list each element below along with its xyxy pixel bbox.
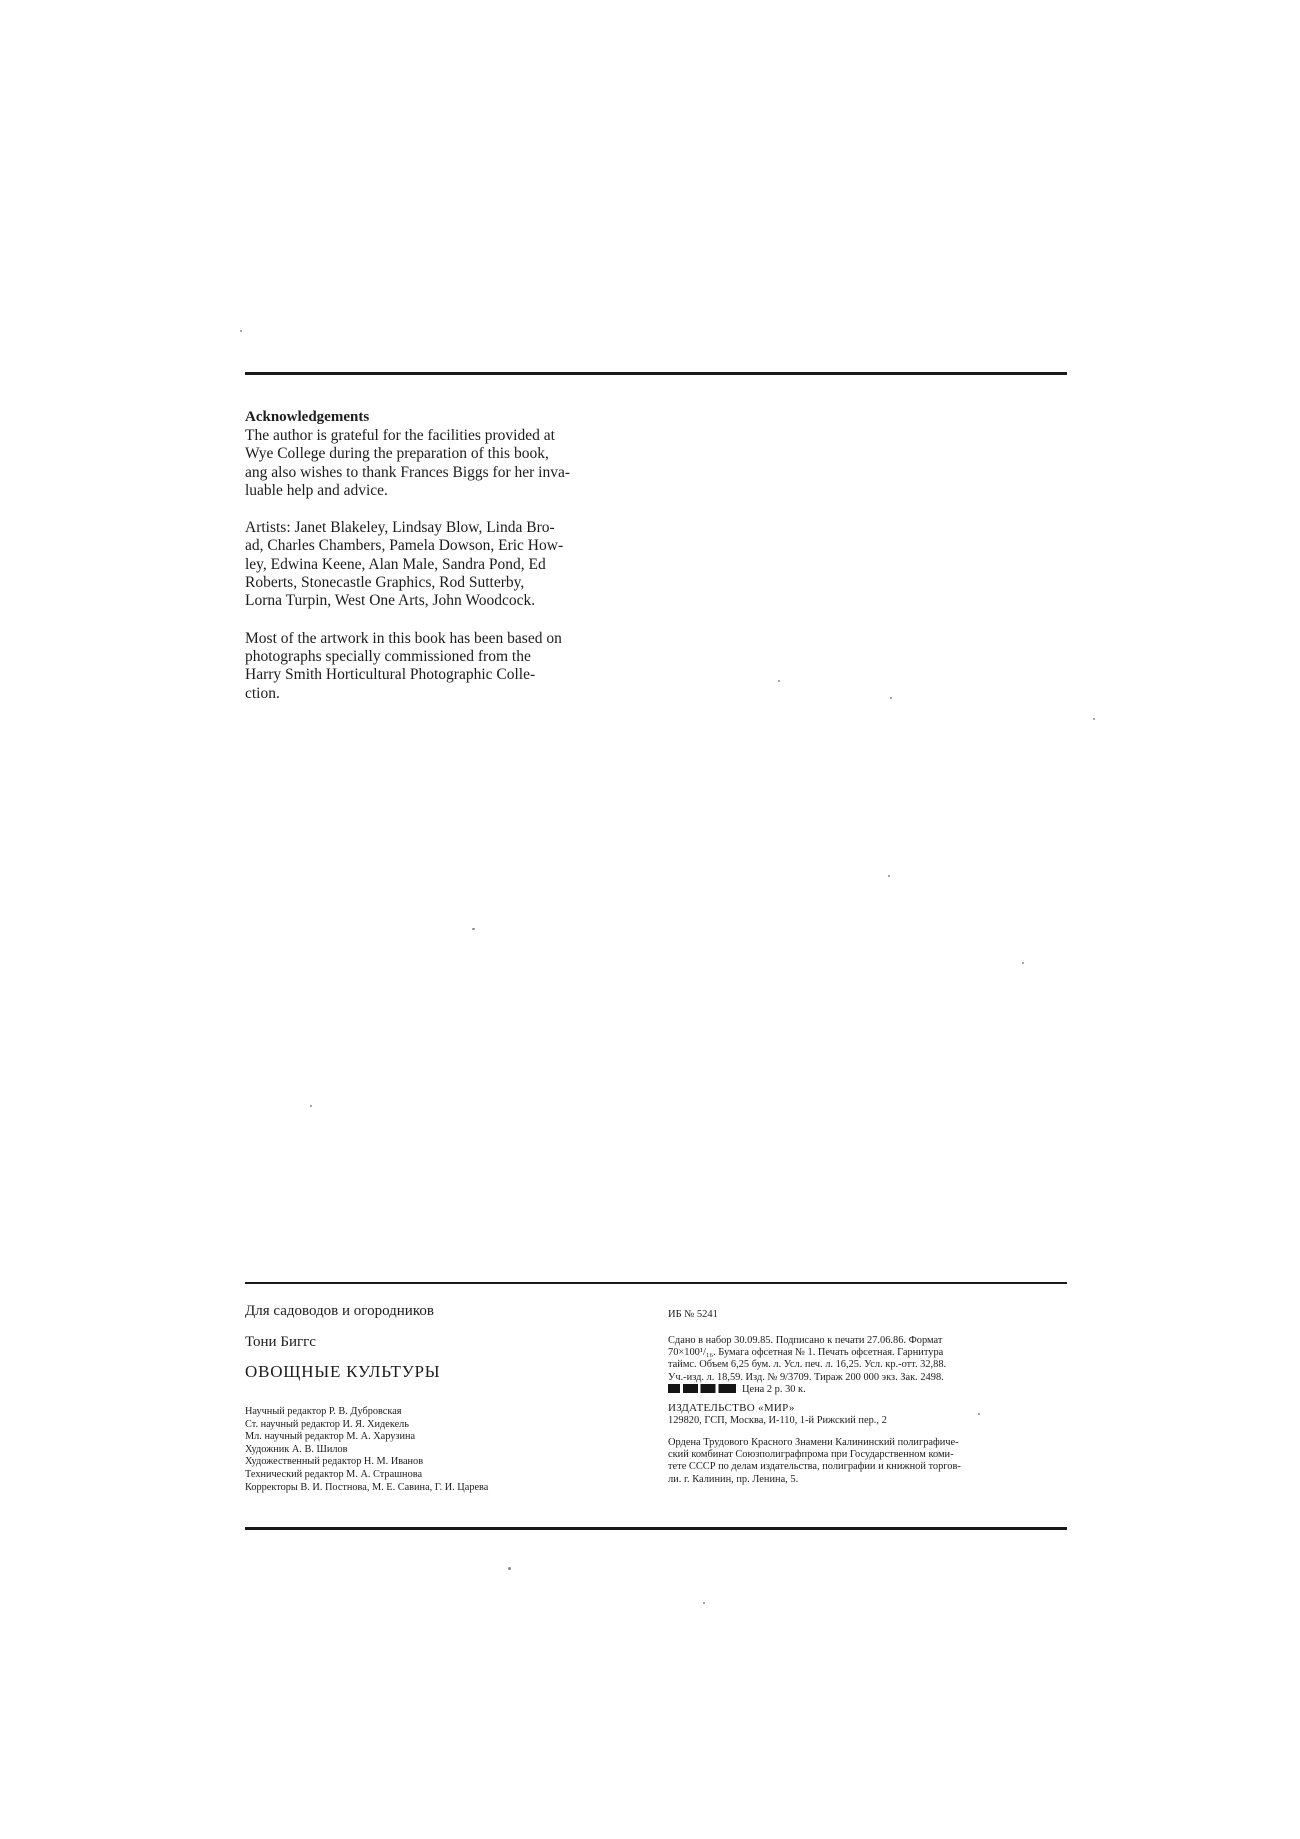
scan-speck: [890, 697, 892, 699]
series-title: Для садоводов и огородников: [245, 1303, 434, 1319]
scan-speck: [240, 330, 242, 332]
text-line: ad, Charles Chambers, Pamela Dowson, Eric How-: [245, 537, 564, 555]
credit-line: Научный редактор Р. В. Дубровская: [245, 1406, 402, 1417]
credit-line: Технический редактор М. А. Страшнова: [245, 1468, 423, 1480]
publisher-address: 129820, ГСП, Москва, И-110, 1-й Рижский пер., 2: [668, 1414, 887, 1426]
text-line: ction.: [245, 684, 280, 702]
printer-line: Ордена Трудового Красного Знамени Калининский полиграфиче-: [668, 1437, 959, 1449]
printer-line: тете СССР по делам издательства, полиграфии и книжной торгов-: [668, 1461, 961, 1473]
imprint-line: 70×100¹/₁₆. Бумага офсетная № 1. Печать офсетная. Гарнитура: [668, 1347, 944, 1359]
credit-line: Мл. научный редактор М. А. Харузина: [245, 1431, 416, 1443]
scan-speck: [978, 1413, 980, 1415]
acknowledgements-paragraph-thanks: [245, 427, 635, 500]
colophon-left-column: [245, 1302, 595, 1494]
publisher-name: ИЗДАТЕЛЬСТВО «МИР»: [668, 1402, 795, 1415]
print-imprint: [668, 1335, 1067, 1396]
text-line: Most of the artwork in this book has been based on: [245, 629, 562, 647]
text-line: Artists: Janet Blakeley, Lindsay Blow, Linda Bro-: [245, 519, 555, 537]
scan-speck: [888, 875, 890, 877]
scan-speck: [310, 1105, 312, 1107]
printer-line: ский комбинат Союзполиграфпрома при Государственном коми-: [668, 1449, 954, 1461]
top-rule: [245, 372, 1067, 375]
text-line: Wye College during the preparation of this book,: [245, 445, 549, 463]
ib-number: ИБ № 5241: [668, 1309, 718, 1320]
colophon-right-column: [668, 1308, 1067, 1486]
acknowledgements-section: [245, 408, 635, 703]
price-line: [668, 1384, 1067, 1396]
book-title: ОВОЩНЫЕ КУЛЬТУРЫ: [245, 1362, 441, 1381]
imprint-line: Сдано в набор 30.09.85. Подписано к печати 27.06.86. Формат: [668, 1335, 943, 1346]
printer-line: ли. г. Калинин, пр. Ленина, 5.: [668, 1473, 799, 1485]
scan-speck: [508, 1567, 511, 1570]
imprint-line: таймс. Объем 6,25 бум. л. Усл. печ. л. 16,25. Усл. кр.-отт. 32,88.: [668, 1359, 947, 1371]
text-line: Roberts, Stonecastle Graphics, Rod Sutterby,: [245, 574, 525, 592]
printer-info: [668, 1437, 1067, 1486]
scan-speck: [1093, 718, 1095, 720]
book-author: Тони Биггс: [245, 1334, 316, 1350]
scan-speck: [778, 680, 780, 682]
price: Цена 2 р. 30 к.: [742, 1383, 806, 1395]
text-line: photographs specially commissioned from the: [245, 647, 531, 665]
text-line: luable help and advice.: [245, 481, 388, 499]
credit-line: Корректоры В. И. Постнова, М. Е. Савина, Г. И. Царева: [245, 1481, 489, 1493]
colophon-top-rule: [245, 1282, 1067, 1284]
text-line: ley, Edwina Keene, Alan Male, Sandra Pond, Ed: [245, 555, 546, 573]
scan-speck: [472, 928, 475, 930]
text-line: Lorna Turpin, West One Arts, John Woodcock.: [245, 592, 536, 610]
text-line: The author is grateful for the facilities provided at: [245, 427, 555, 444]
scan-speck: [1022, 962, 1024, 964]
acknowledgements-heading: Acknowledgements: [245, 409, 370, 425]
scan-speck: [703, 1602, 705, 1604]
text-line: ang also wishes to thank Frances Biggs for her inva-: [245, 463, 571, 481]
acknowledgements-paragraph-photographs: [245, 630, 635, 703]
credit-line: Ст. научный редактор И. Я. Хидекель: [245, 1418, 410, 1430]
editorial-credits: [245, 1406, 595, 1494]
credit-line: Художественный редактор Н. М. Иванов: [245, 1456, 424, 1468]
redacted-block: [668, 1384, 736, 1393]
text-line: Harry Smith Horticultural Photographic Colle-: [245, 666, 536, 684]
credit-line: Художник А. В. Шилов: [245, 1443, 348, 1455]
acknowledgements-paragraph-artists: [245, 519, 635, 610]
imprint-line: Уч.-изд. л. 18,59. Изд. № 9/3709. Тираж 200 000 экз. Зак. 2498.: [668, 1371, 944, 1383]
colophon-bottom-rule: [245, 1527, 1067, 1530]
